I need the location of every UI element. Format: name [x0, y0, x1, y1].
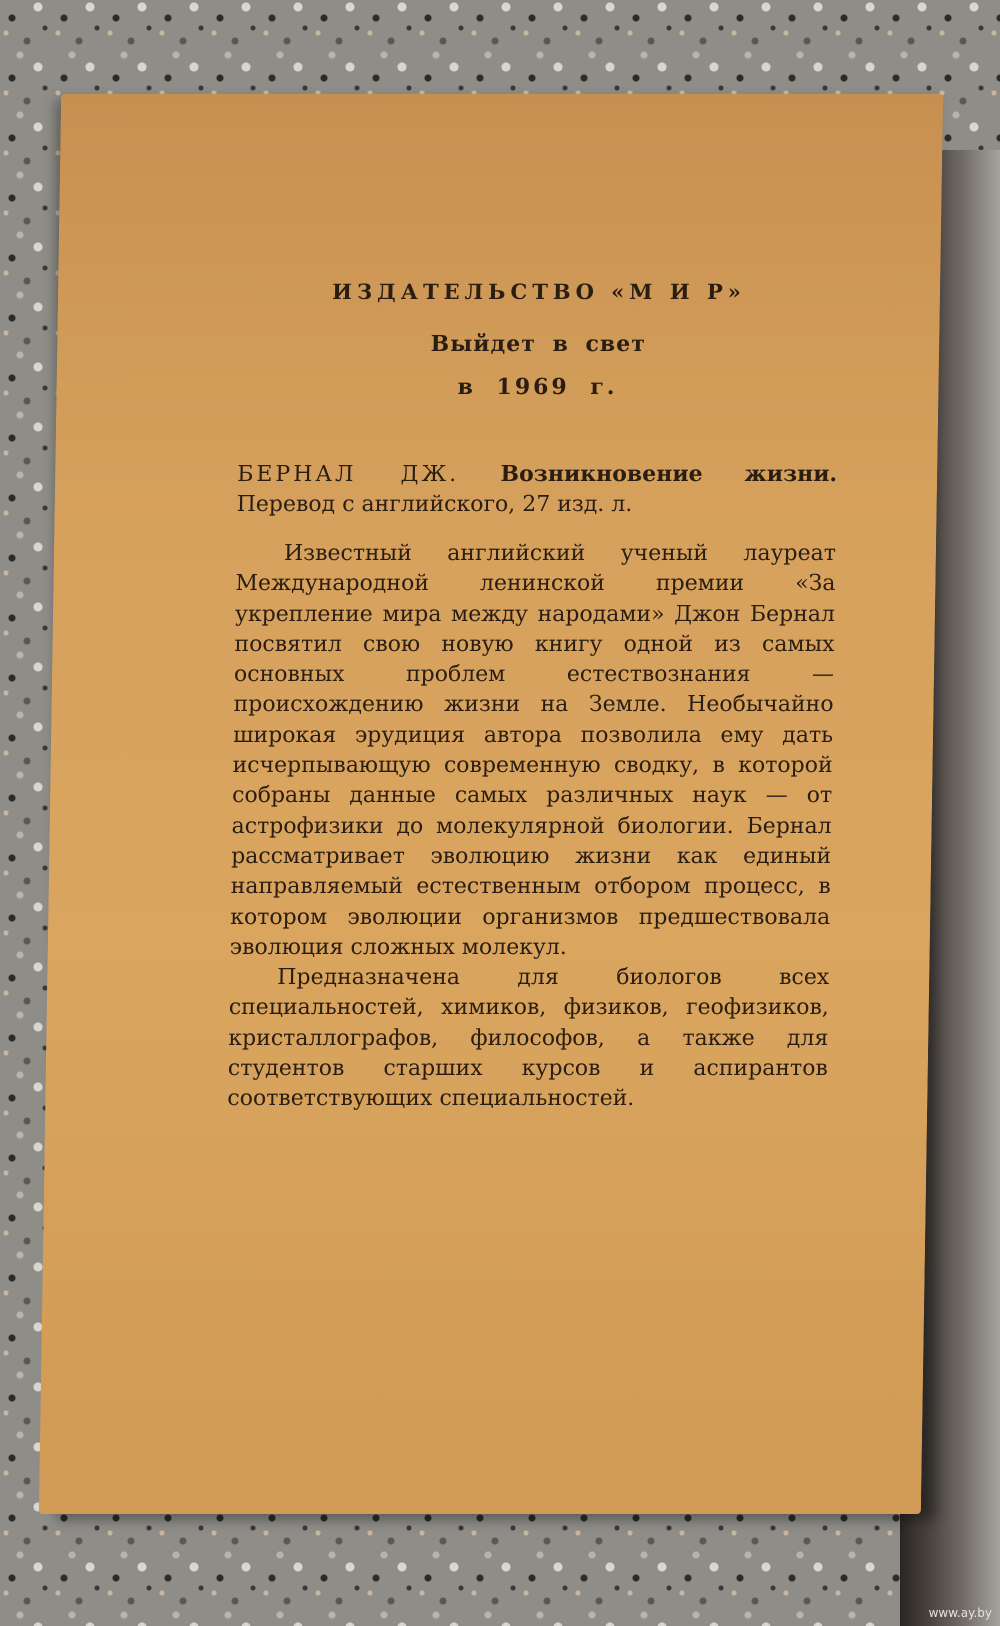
book-entry	[236, 459, 837, 520]
book-description	[227, 539, 836, 1115]
publisher-line: ИЗДАТЕЛЬСТВО «М И Р»	[331, 279, 747, 304]
description-paragraph-2: Предназначена для биологов всех специальностей, химиков, физиков, геофизиков, кристаллографов, философов, а также для студентов старших курсов и аспирантов соответствующих специальностей.	[227, 965, 830, 1112]
book-page	[39, 94, 943, 1514]
entry-author: БЕРНАЛ ДЖ.	[236, 462, 460, 487]
entry-details: Перевод с английского, 27 изд. л.	[236, 492, 633, 517]
description-paragraph-1: Известный английский ученый лауреат Международной ленинской премии «За укрепление мира между народами» Джон Бернал посвятил свою новую книгу одной из самых основных проблем естествознания — происхождению жизни на Земле. Необычайно широкая эрудиция автора позволила ему дать исчерпывающую современную сводку, в которой собраны данные самых различных наук — от астрофизики до молекулярной биологии. Бернал рассматривает эволюцию жизни как единый направляемый естественным отбором процесс, в котором эволюции организмов предшествовала эволюция сложных молекул.	[229, 541, 837, 960]
year-line: в 1969 г.	[457, 374, 618, 400]
watermark: www.ay.by	[928, 1606, 992, 1620]
entry-title: Возникновение жизни.	[500, 461, 838, 487]
release-line: Выйдет в свет	[430, 331, 647, 357]
